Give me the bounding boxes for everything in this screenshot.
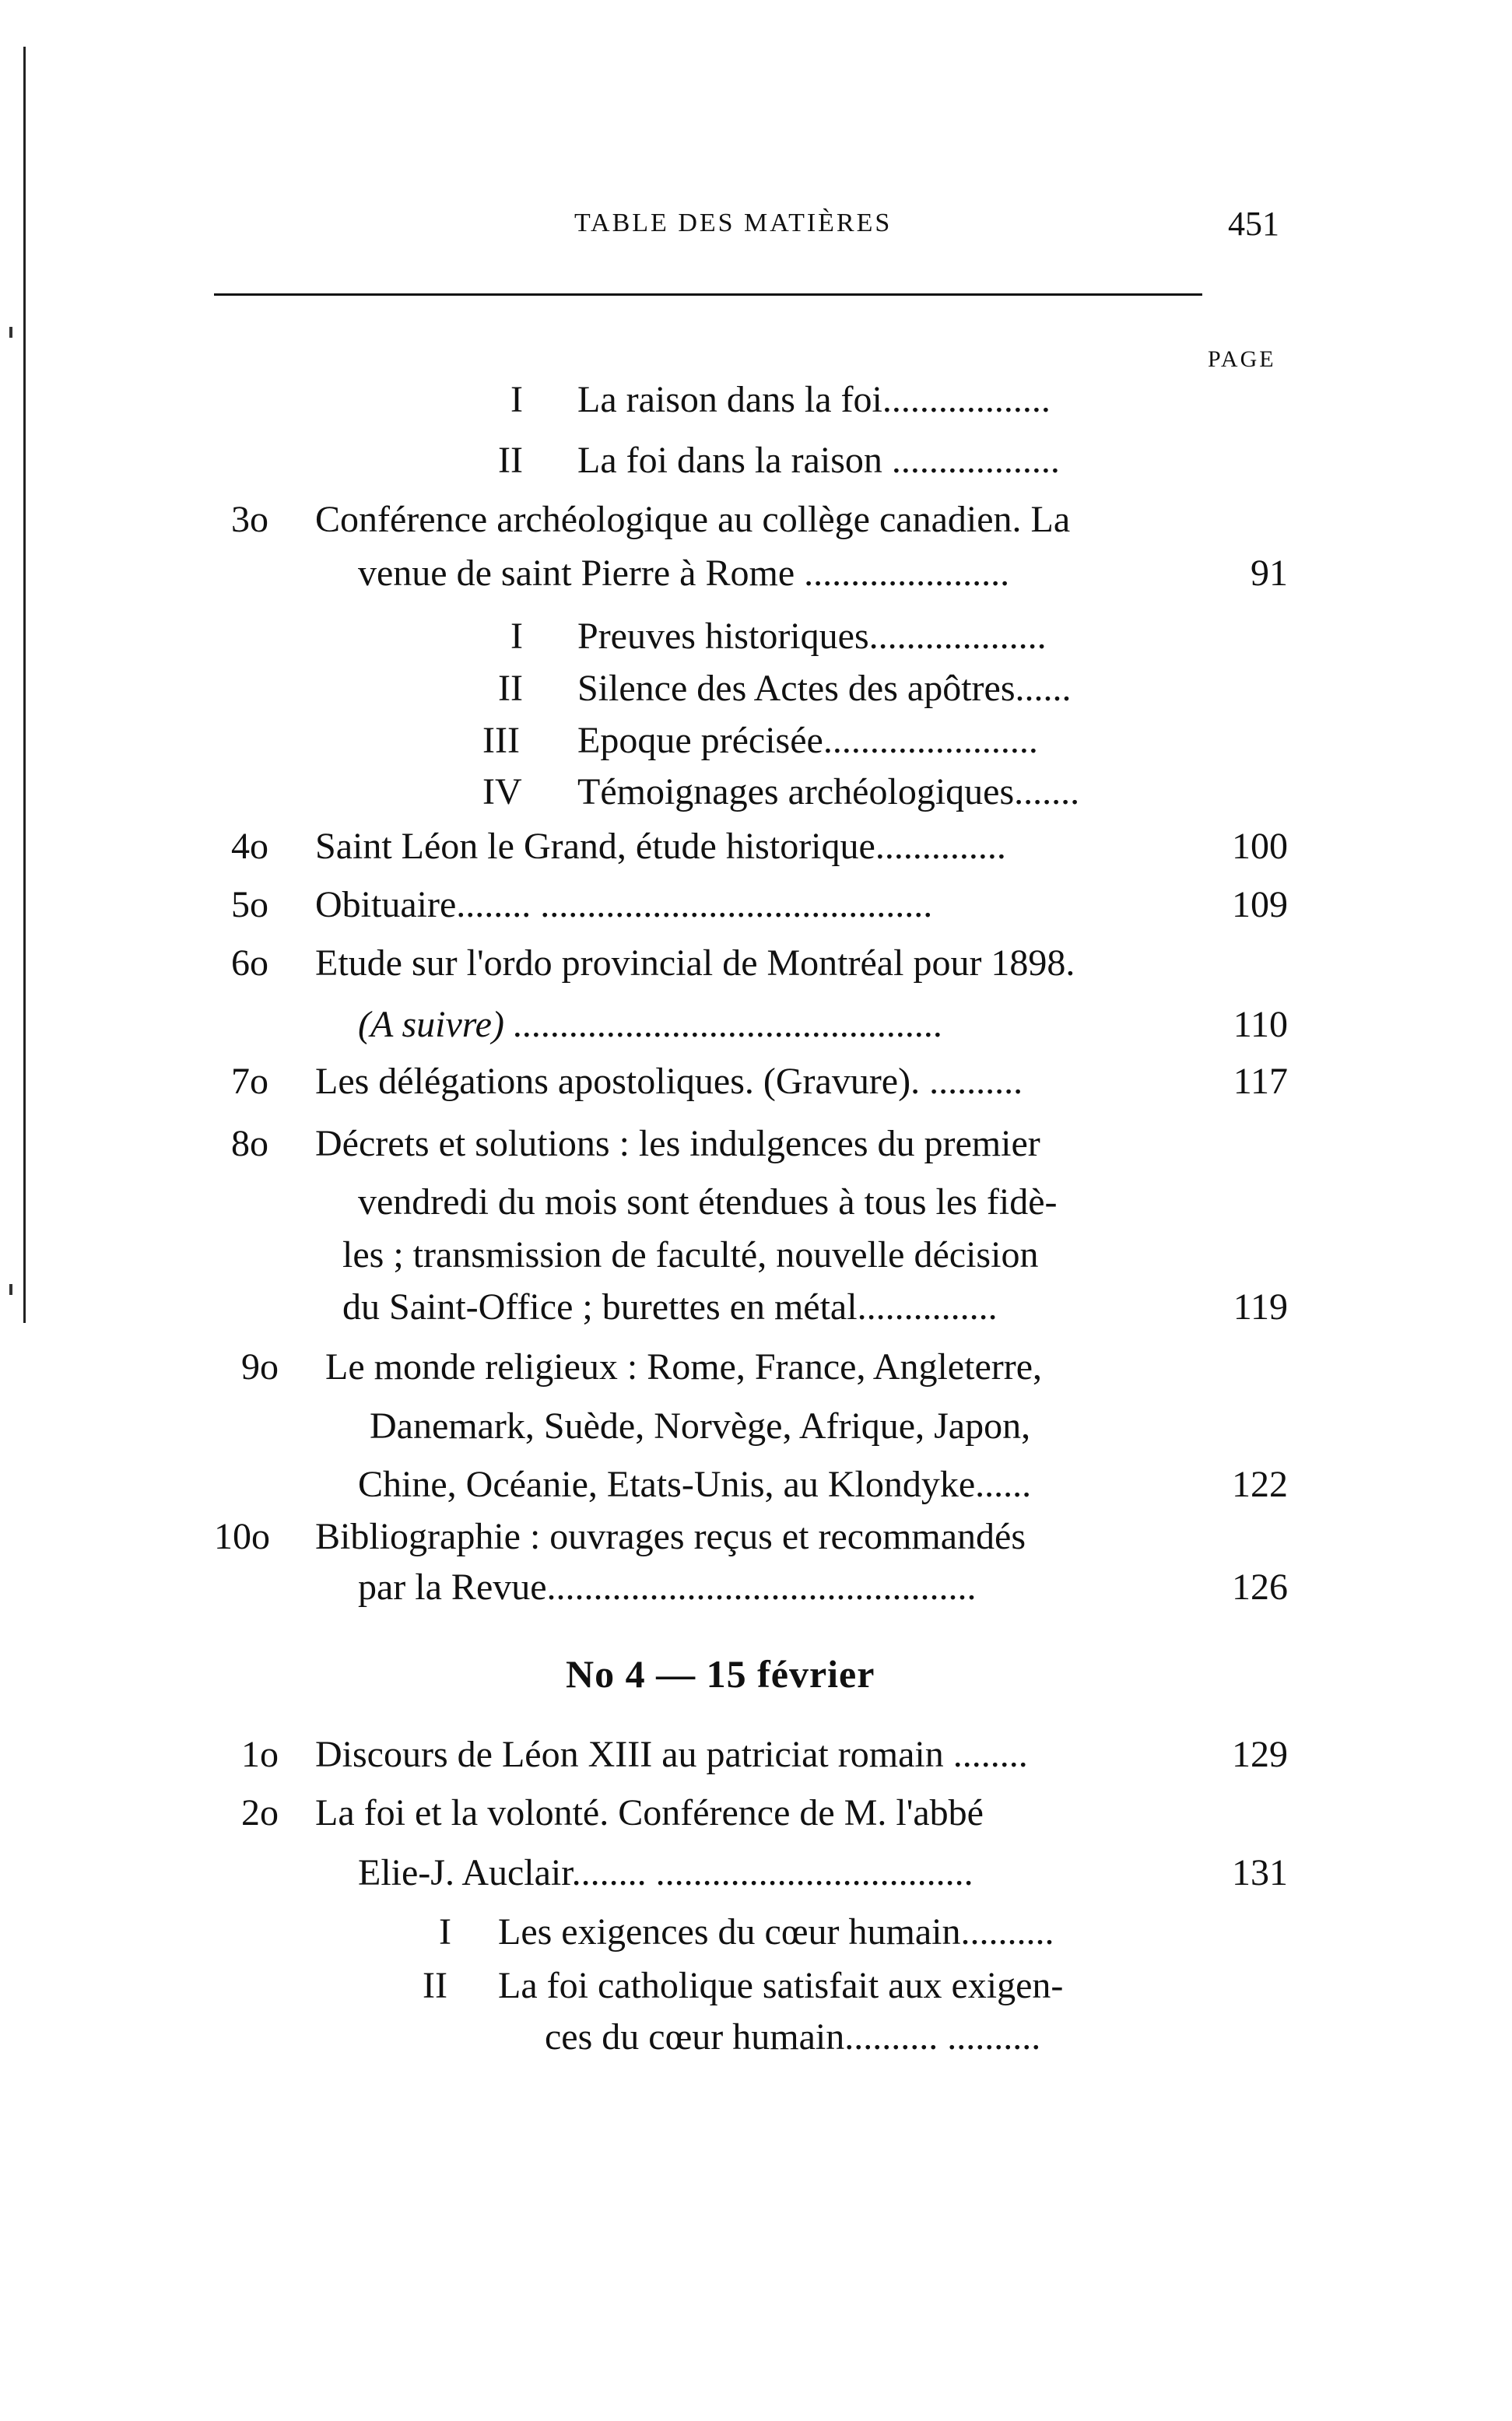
entry-title: Danemark, Suède, Norvège, Afrique, Japon, [370,1405,1031,1447]
entry-title: La foi dans la raison .................. [577,440,1060,481]
entry-title: Preuves historiques................... [577,616,1047,657]
toc-entry [0,1790,1512,1837]
toc-entry [0,1963,1512,2009]
toc-entry [0,882,1512,928]
entry-number: I [510,616,523,657]
toc-entry [0,1284,1512,1331]
entry-title: Discours de Léon XIII au patriciat romain ........ [315,1734,1028,1775]
toc-entry [0,550,1512,597]
entry-title: Conférence archéologique au collège canadien. La [315,499,1071,540]
entry-title: Témoignages archéologiques....... [577,771,1080,812]
entry-title: La raison dans la foi.................. [577,379,1051,420]
entry-title: Saint Léon le Grand, étude historique.............. [315,826,1006,867]
entry-number: I [510,379,523,420]
entry-number: II [498,440,523,481]
toc-entry [0,769,1512,816]
toc-entry [0,1232,1512,1279]
entry-title: Bibliographie : ouvrages reçus et recommandés [315,1516,1026,1557]
entry-title: Décrets et solutions : les indulgences du premier [315,1123,1040,1164]
entry-page: 119 [1233,1286,1288,1328]
entry-number: 10o [214,1516,270,1557]
entry-title: Silence des Actes des apôtres...... [577,668,1072,709]
entry-title: venue de saint Pierre à Rome ...................... [358,553,1010,594]
toc-entry [0,2014,1512,2061]
entry-page: 126 [1232,1567,1288,1608]
entry-number: 8o [231,1123,268,1164]
toc-entry [0,1564,1512,1611]
toc-entry [0,1461,1512,1508]
entry-page: 117 [1233,1061,1288,1102]
entry-number: II [498,668,523,709]
entry-page: 109 [1232,884,1288,925]
toc-entry [0,1002,1512,1048]
toc-entry [0,1403,1512,1450]
entry-title: La foi et la volonté. Conférence de M. l'abbé [315,1792,984,1833]
toc-entry [0,1732,1512,1778]
entry-number: IV [482,771,522,812]
running-header-title: TABLE DES MATIÈRES [574,209,893,237]
page-number: 451 [1228,205,1279,243]
toc-entry [0,613,1512,660]
entry-title: La foi catholique satisfait aux exigen- [498,1965,1064,2006]
toc-entry [0,718,1512,764]
toc-entry [0,1514,1512,1560]
toc-entry [0,437,1512,484]
entry-number: I [439,1911,451,1953]
entry-page: 129 [1232,1734,1288,1775]
entry-title: Les exigences du cœur humain.......... [498,1911,1054,1953]
toc-entry [0,940,1512,987]
entry-page: 131 [1232,1852,1288,1893]
entry-page: 91 [1251,553,1288,594]
entry-number: 4o [231,826,268,867]
entry-title: Etude sur l'ordo provincial de Montréal pour 1898. [315,942,1075,984]
entry-title: ces du cœur humain.......... .......... [545,2016,1041,2058]
toc-entry [0,665,1512,712]
entry-number: 5o [231,884,268,925]
entry-title: Les délégations apostoliques. (Gravure). .......... [315,1061,1023,1102]
entry-number: 9o [241,1346,279,1388]
toc-entry [0,1058,1512,1105]
toc-entry [0,1344,1512,1391]
entry-number: 7o [231,1061,268,1102]
entry-title: (A suivre) .............................................. [358,1004,943,1045]
entry-number: 3o [231,499,268,540]
entry-title: par la Revue.............................................. [358,1567,977,1608]
entry-title: Elie-J. Auclair........ .................................. [358,1852,974,1893]
entry-number: 1o [241,1734,279,1775]
toc-entry [0,1121,1512,1167]
header-rule [214,293,1202,296]
page-column-label: PAGE [1208,346,1276,372]
entry-page: 100 [1232,826,1288,867]
entry-title: Chine, Océanie, Etats-Unis, au Klondyke...... [358,1464,1032,1505]
entry-title: Epoque précisée....................... [577,720,1038,761]
entry-title: vendredi du mois sont étendues à tous les fidè- [358,1181,1058,1223]
entry-page: 110 [1233,1004,1288,1045]
binding-edge-mark [9,327,12,338]
toc-entry [0,823,1512,870]
toc-entry [0,1179,1512,1226]
entry-page: 122 [1232,1464,1288,1505]
entry-title: Obituaire........ .......................................... [315,884,933,925]
entry-title: du Saint-Office ; burettes en métal............... [342,1286,998,1328]
entry-number: III [482,720,520,761]
entry-title: les ; transmission de faculté, nouvelle décision [342,1234,1039,1275]
entry-title: Le monde religieux : Rome, France, Angleterre, [325,1346,1043,1388]
toc-entry [0,1909,1512,1956]
entry-number: 6o [231,942,268,984]
toc-entry [0,496,1512,543]
toc-entry [0,377,1512,423]
toc-entry [0,1850,1512,1896]
entry-number: 2o [241,1792,279,1833]
entry-number: II [423,1965,447,2006]
section-heading: No 4 — 15 février [566,1652,875,1696]
